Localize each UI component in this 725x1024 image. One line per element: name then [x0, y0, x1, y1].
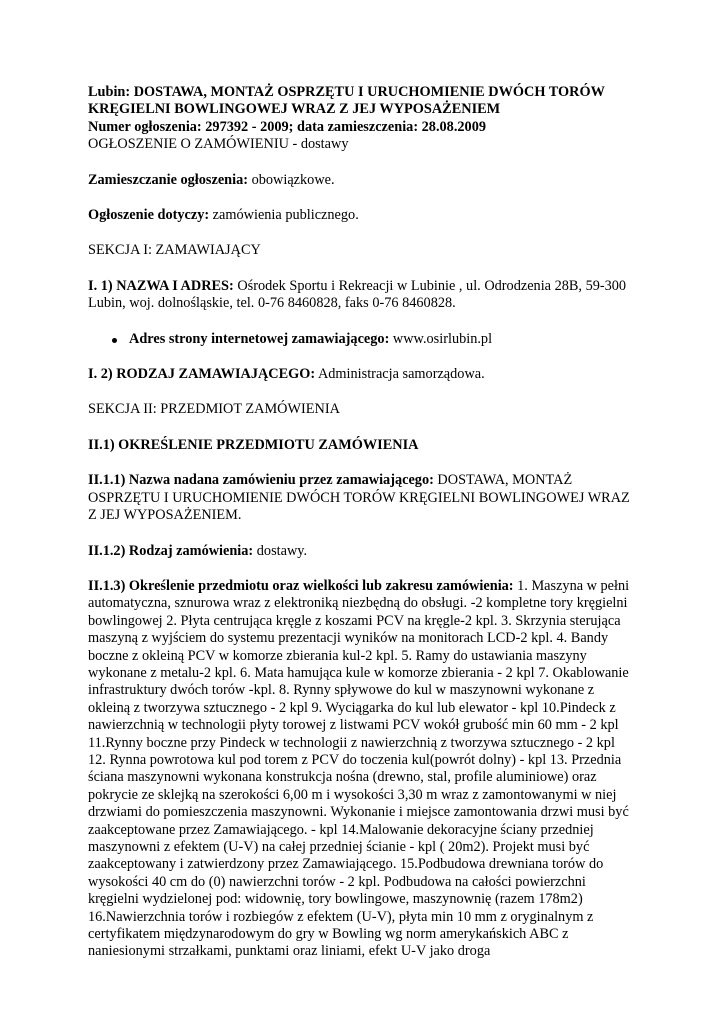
website-list-item	[88, 331, 636, 348]
subject-definition-heading: II.1) OKREŚLENIE PRZEDMIOTU ZAMÓWIENIA	[88, 436, 419, 453]
section-2-heading: SEKCJA II: PRZEDMIOT ZAMÓWIENIA	[88, 401, 340, 418]
notice-type: OGŁOSZENIE O ZAMÓWIENIU - dostawy	[88, 136, 349, 153]
contracting-type-value: Administracja samorządowa.	[315, 366, 485, 383]
document-title	[88, 84, 636, 154]
name-address-value: Ośrodek Sportu i Rekreacji w Lubinie , ul. Odrodzenia 28B, 59-300 Lubin, woj. dolnośląskie, tel. 0-76 8460828, faks 0-76 8460828.	[88, 277, 627, 312]
order-scope-value: 1. Maszyna w pełni automatyczna, sznurowa wraz z elektroniką niezbędną do obsługi. -2 kompletne tory kręgielni bowlingowej 2. Płyta centrująca kręgle z koszami PCV na kręgle-2 kpl. 3. Skrzynia sterująca maszyną z wyjściem do systemu prezentacji wyników na monitorach LCD-2 kpl. 4. Bandy boczne z okleiną PCV w komorze zbierania kul-2 kpl. 5. Ramy do ustawiania maszyny wykonane z metalu-2 kpl. 6. Mata hamująca kule w komorze zbierania - 2 kpl 7. Okablowanie infrastruktury dwóch torów -kpl. 8. Rynny spływowe do kul w maszynowni wykonane z okleiną z tworzywa sztucznego - 2 kpl 9. Wyciągarka do kul lub elewator - kpl 10.Pindeck z nawierzchnią w technologii płyty torowej z listwami PCV wokół grubość min 60 mm - 2 kpl 11.Rynny boczne przy Pindeck w technologii z nawierzchnią z tworzywa sztucznego - 2 kpl 12. Rynna powrotowa kul pod torem z PCV do toczenia kul(powrót dolny) - kpl 13. Przednia ściana maszynowni wykonana konstrukcja nośna (drewno, stal, profile aluminiowe) oraz pokrycie ze sklejką na szerokości 6,00 m i wysokości 3,30 m wraz z zamontowanymi w niej drzwiami do pomieszczenia maszynowni. Wykonanie i miejsce zamontowania drzwi musi być zaakceptowane przez Zamawiającego. - kpl 14.Malowanie dekoracyjne ściany przedniej maszynowni z efektem (U-V) na całej przedniej ścianie - kpl ( 20m2). Projekt musi być zaakceptowany i zatwierdzony przez Zamawiającego. 15.Podbudowa drewniana torów do wysokości 40 cm do (0) nawierzchni torów - 2 kpl. Podbudowa na całości powierzchni kręgielni wydzielonej pod: widownię, tory bowlingowe, maszynownię (razem 178m2) 16.Nawierzchnia torów i rozbiegów z efektem (U-V), płyta min 10 mm z oryginalnym z certyfikatem międzynarodowym do gry w Bowling wg norm amerykańskich ABC z naniesionymi strzałkami, punktami oraz liniami, efekt U-V jako droga	[88, 577, 630, 960]
placement-paragraph	[88, 172, 636, 189]
order-kind-value: dostawy.	[253, 542, 308, 559]
notice-number: Numer ogłoszenia: 297392 - 2009; data zamieszczenia: 28.08.2009	[88, 118, 486, 135]
document-page	[88, 84, 636, 961]
order-name-paragraph	[88, 472, 636, 524]
order-kind-paragraph	[88, 543, 636, 560]
name-address-label: I. 1) NAZWA I ADRES:	[88, 277, 234, 294]
order-scope-label: II.1.3) Określenie przedmiotu oraz wielkości lub zakresu zamówienia:	[88, 577, 514, 594]
placement-label: Zamieszczanie ogłoszenia:	[88, 171, 249, 188]
section-2-subheading	[88, 437, 636, 454]
title-line-2: KRĘGIELNI BOWLINGOWEJ WRAZ Z JEJ WYPOSAŻENIEM	[88, 101, 501, 118]
contracting-type-paragraph	[88, 366, 636, 383]
placement-value: obowiązkowe.	[248, 171, 335, 188]
concerns-value: zamówienia publicznego.	[209, 207, 359, 224]
bullet-icon	[112, 338, 117, 343]
concerns-label: Ogłoszenie dotyczy:	[88, 207, 210, 224]
contracting-type-label: I. 2) RODZAJ ZAMAWIAJĄCEGO:	[88, 366, 316, 383]
title-line-1: Lubin: DOSTAWA, MONTAŻ OSPRZĘTU I URUCHOMIENIE DWÓCH TORÓW	[88, 84, 605, 100]
concerns-paragraph	[88, 207, 636, 224]
order-name-label: II.1.1) Nazwa nadana zamówieniu przez zamawiającego:	[88, 472, 434, 489]
website-value: www.osirlubin.pl	[389, 330, 493, 347]
order-name-value: DOSTAWA, MONTAŻ OSPRZĘTU I URUCHOMIENIE DWÓCH TORÓW KRĘGIELNI BOWLINGOWEJ WRAZ Z JEJ WYPOSAŻENIEM.	[88, 472, 630, 524]
section-1-heading: SEKCJA I: ZAMAWIAJĄCY	[88, 242, 261, 259]
order-kind-label: II.1.2) Rodzaj zamówienia:	[88, 542, 254, 559]
order-scope-paragraph	[88, 578, 636, 961]
website-label: Adres strony internetowej zamawiającego:	[129, 330, 390, 347]
name-address-paragraph	[88, 278, 636, 313]
